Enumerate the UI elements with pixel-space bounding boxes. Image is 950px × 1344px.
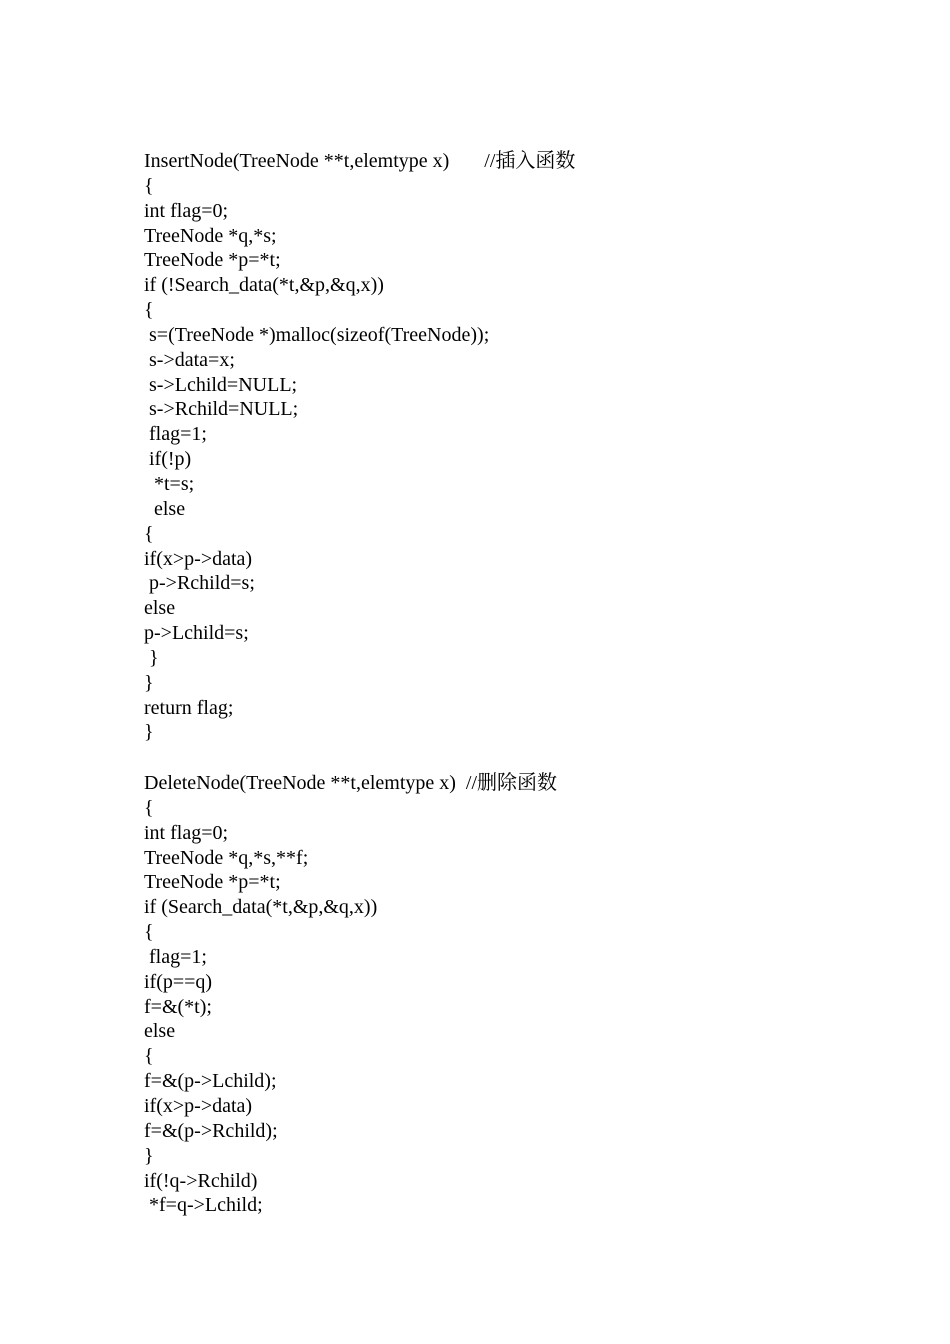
code-line: TreeNode *q,*s;	[144, 224, 277, 247]
code-line: if(p==q)	[144, 970, 213, 993]
code-line: {	[144, 174, 154, 197]
code-line: if(!p)	[144, 448, 192, 471]
code-line: p->Lchild=s;	[144, 622, 249, 645]
code-line: flag=1;	[144, 945, 207, 968]
code-line: *f=q->Lchild;	[144, 1194, 263, 1217]
code-line: flag=1;	[144, 423, 207, 446]
code-line: *t=s;	[144, 472, 195, 495]
code-line: s=(TreeNode *)malloc(sizeof(TreeNode));	[144, 323, 490, 346]
code-line: int flag=0;	[144, 821, 229, 844]
code-line: if(x>p->data)	[144, 1094, 253, 1117]
code-line: {	[144, 921, 154, 944]
code-line: s->Lchild=NULL;	[144, 373, 298, 396]
code-line: {	[144, 1045, 154, 1068]
code-line: s->data=x;	[144, 348, 235, 371]
delete-node-code-block	[144, 771, 557, 1218]
code-line: {	[144, 299, 154, 322]
code-line: }	[144, 671, 154, 694]
code-line: }	[144, 721, 154, 744]
code-line: return flag;	[144, 696, 234, 719]
code-line: else	[144, 497, 186, 520]
code-line: TreeNode *p=*t;	[144, 249, 281, 272]
code-line: f=&(p->Lchild);	[144, 1070, 277, 1093]
code-line: TreeNode *q,*s,**f;	[144, 846, 309, 869]
code-line: }	[144, 1144, 154, 1167]
code-line: if (!Search_data(*t,&p,&q,x))	[144, 274, 384, 297]
insert-node-code-block	[144, 149, 575, 745]
code-line: int flag=0;	[144, 199, 229, 222]
code-line: {	[144, 522, 154, 545]
code-line: {	[144, 796, 154, 819]
code-line: else	[144, 597, 176, 620]
code-line: if(x>p->data)	[144, 547, 253, 570]
code-line: f=&(*t);	[144, 995, 212, 1018]
code-line: InsertNode(TreeNode **t,elemtype x) //插入函数	[144, 150, 576, 172]
code-line: f=&(p->Rchild);	[144, 1119, 278, 1142]
code-line: p->Rchild=s;	[144, 572, 255, 595]
code-line: s->Rchild=NULL;	[144, 398, 299, 421]
code-line: else	[144, 1020, 176, 1043]
code-line: }	[144, 646, 159, 669]
code-line: DeleteNode(TreeNode **t,elemtype x) //删除函数	[144, 772, 558, 794]
code-line: if(!q->Rchild)	[144, 1169, 258, 1192]
code-line: if (Search_data(*t,&p,&q,x))	[144, 896, 378, 919]
code-line: TreeNode *p=*t;	[144, 871, 281, 894]
